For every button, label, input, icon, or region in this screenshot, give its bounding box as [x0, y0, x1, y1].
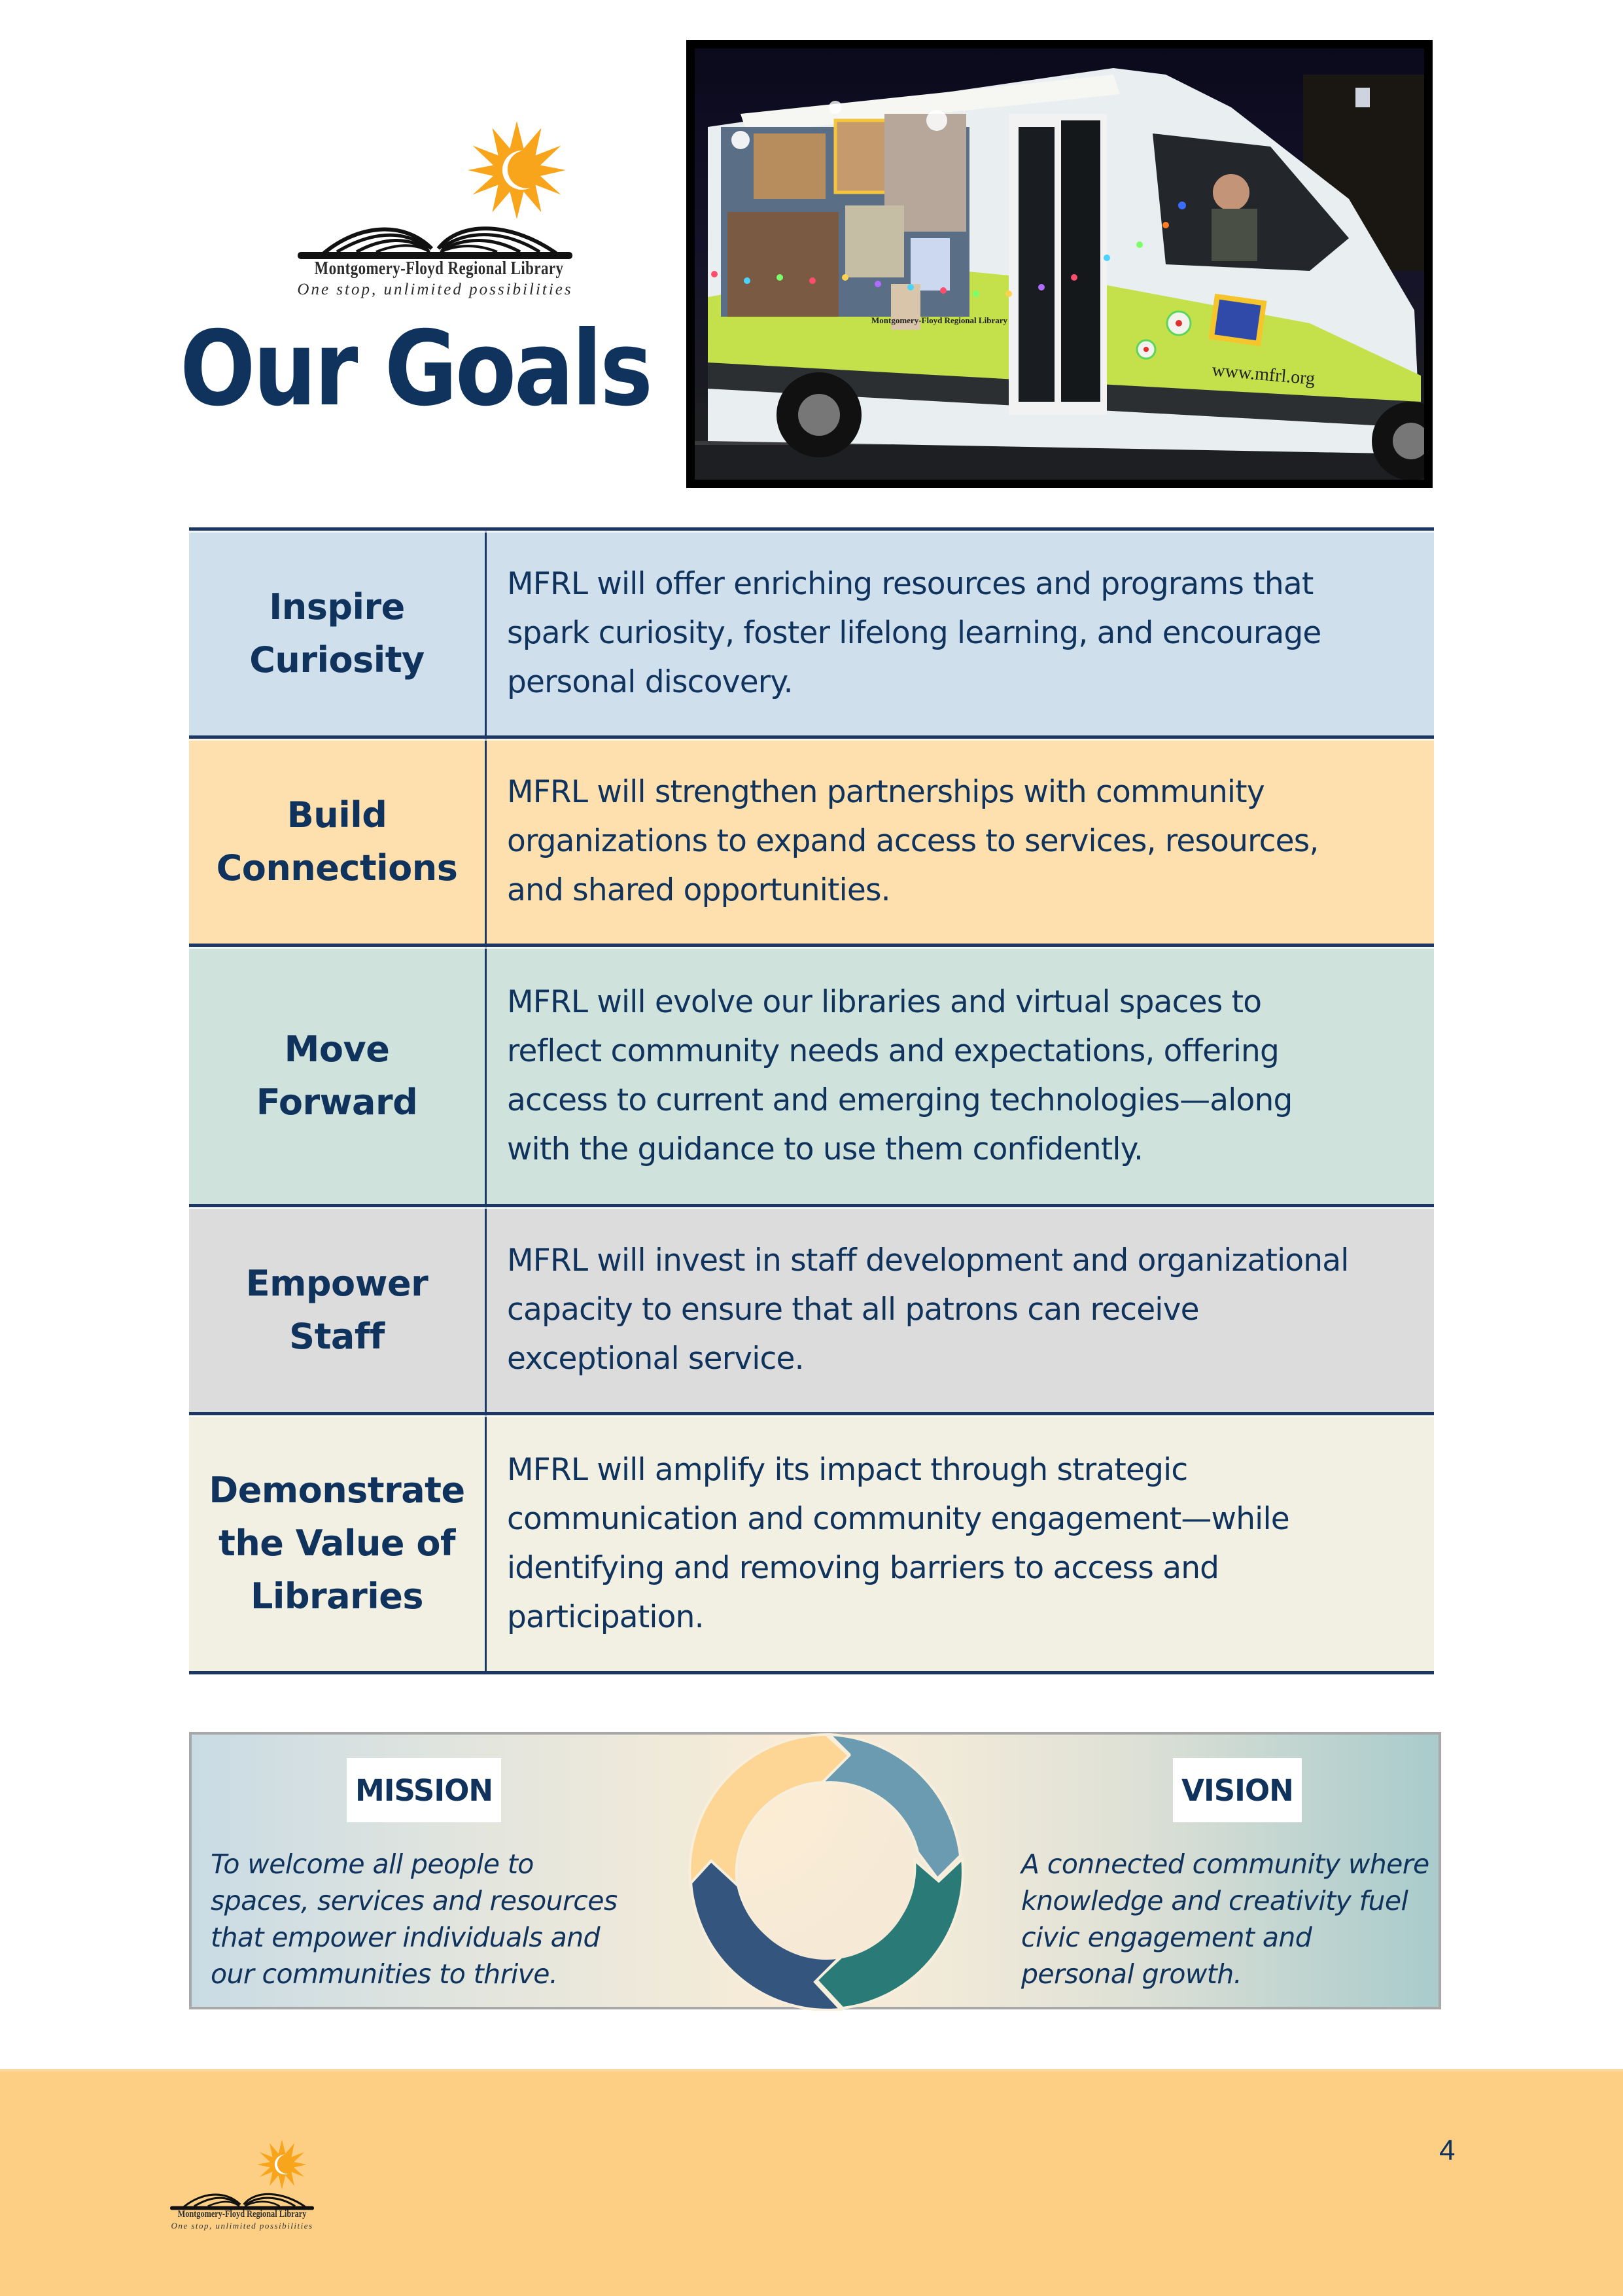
- goal-label: [189, 739, 487, 944]
- goal-description-line: identifying and removing barriers to access and: [507, 1549, 1219, 1586]
- goal-description-line: with the guidance to use them confidently.: [507, 1131, 1143, 1167]
- mission-heading: MISSION: [347, 1758, 501, 1822]
- mission-line: To welcome all people to: [211, 1848, 534, 1880]
- goals-table: [189, 527, 1434, 1674]
- vision-statement: [1021, 1846, 1429, 1992]
- goal-label-line: Forward: [256, 1081, 418, 1123]
- mission-line: spaces, services and resources: [211, 1885, 618, 1916]
- goal-description-line: MFRL will invest in staff development and organizational: [507, 1243, 1349, 1279]
- goal-label-line: Staff: [289, 1315, 385, 1357]
- goal-label-line: Empower: [245, 1262, 428, 1304]
- bookmobile-van-illustration: [695, 48, 1424, 480]
- goal-description-line: MFRL will amplify its impact through strategic: [507, 1451, 1188, 1488]
- goal-description-line: participation.: [507, 1598, 704, 1635]
- goal-row-empower-staff: [189, 1204, 1434, 1412]
- goal-label: [189, 1415, 487, 1671]
- goal-description-line: organizations to expand access to services, resources,: [507, 823, 1319, 859]
- goal-description-line: access to current and emerging technologies—along: [507, 1082, 1293, 1118]
- sun-moon-icon: [468, 121, 566, 219]
- goal-description: [487, 1415, 1434, 1671]
- goal-description: [487, 947, 1434, 1204]
- goal-label: [189, 1207, 487, 1412]
- goal-row-inspire-curiosity: [189, 527, 1434, 735]
- goal-description: [487, 739, 1434, 944]
- goal-description-line: spark curiosity, foster lifelong learning, and encourage: [507, 615, 1321, 651]
- vision-line: A connected community where: [1021, 1848, 1429, 1880]
- goal-label-line: Connections: [216, 847, 458, 889]
- goal-label-line: Inspire: [269, 586, 405, 627]
- mission-vision-panel: [189, 1732, 1441, 2009]
- van-website-text: www.mfrl.org: [1211, 360, 1316, 389]
- goal-row-demonstrate-value: [189, 1412, 1434, 1674]
- goal-description-line: exceptional service.: [507, 1341, 804, 1377]
- page-number: 4: [1439, 2134, 1456, 2166]
- open-book-icon: [298, 219, 572, 260]
- goal-description-line: personal discovery.: [507, 664, 793, 700]
- open-book-icon: [170, 2189, 314, 2210]
- logo-org-name: Montgomery-Floyd Regional Library: [314, 258, 564, 279]
- library-logo: [288, 115, 582, 304]
- mission-statement: [211, 1846, 618, 1992]
- goal-description: [487, 1207, 1434, 1412]
- goal-label-line: Move: [284, 1028, 390, 1070]
- goal-label: [189, 947, 487, 1204]
- mission-line: our communities to thrive.: [211, 1958, 558, 1990]
- page-title: Our Goals: [180, 309, 651, 429]
- van-logo-text: Montgomery-Floyd Regional Library: [871, 315, 1007, 325]
- vision-line: knowledge and creativity fuel: [1021, 1885, 1408, 1916]
- goal-description-line: MFRL will strengthen partnerships with community: [507, 774, 1265, 810]
- photo-scene: [695, 48, 1424, 480]
- footer-logo-tagline: One stop, unlimited possibilities: [171, 2221, 313, 2231]
- sun-moon-icon: [257, 2140, 307, 2189]
- goal-description-line: communication and community engagement—while: [507, 1500, 1289, 1537]
- goal-description-line: and shared opportunities.: [507, 872, 890, 908]
- vision-line: civic engagement and: [1021, 1922, 1312, 1953]
- goal-label-line: Libraries: [250, 1576, 424, 1617]
- mission-line: that empower individuals and: [211, 1922, 600, 1953]
- goal-label-line: Curiosity: [249, 639, 425, 680]
- vision-line: personal growth.: [1021, 1958, 1242, 1990]
- goal-row-move-forward: [189, 944, 1434, 1204]
- goal-description-line: reflect community needs and expectations, offering: [507, 1033, 1280, 1069]
- footer-logo-org-name: Montgomery-Floyd Regional Library: [177, 2209, 307, 2219]
- goal-description: [487, 531, 1434, 735]
- bookmobile-photo: [686, 40, 1433, 488]
- goal-label-line: Demonstrate: [209, 1470, 465, 1511]
- goal-label-line: Build: [287, 794, 387, 836]
- goal-description-line: MFRL will offer enriching resources and programs that: [507, 566, 1314, 602]
- goal-label-line: the Value of: [218, 1523, 455, 1564]
- goal-row-build-connections: [189, 735, 1434, 944]
- logo-tagline: One stop, unlimited possibilities: [297, 281, 573, 298]
- cycle-arrows-icon: [688, 1733, 965, 2011]
- goal-description-line: MFRL will evolve our libraries and virtual spaces to: [507, 983, 1262, 1020]
- goal-label: [189, 531, 487, 735]
- goal-description-line: capacity to ensure that all patrons can receive: [507, 1292, 1199, 1328]
- vision-heading: VISION: [1173, 1758, 1302, 1822]
- footer-logo: [164, 2140, 321, 2238]
